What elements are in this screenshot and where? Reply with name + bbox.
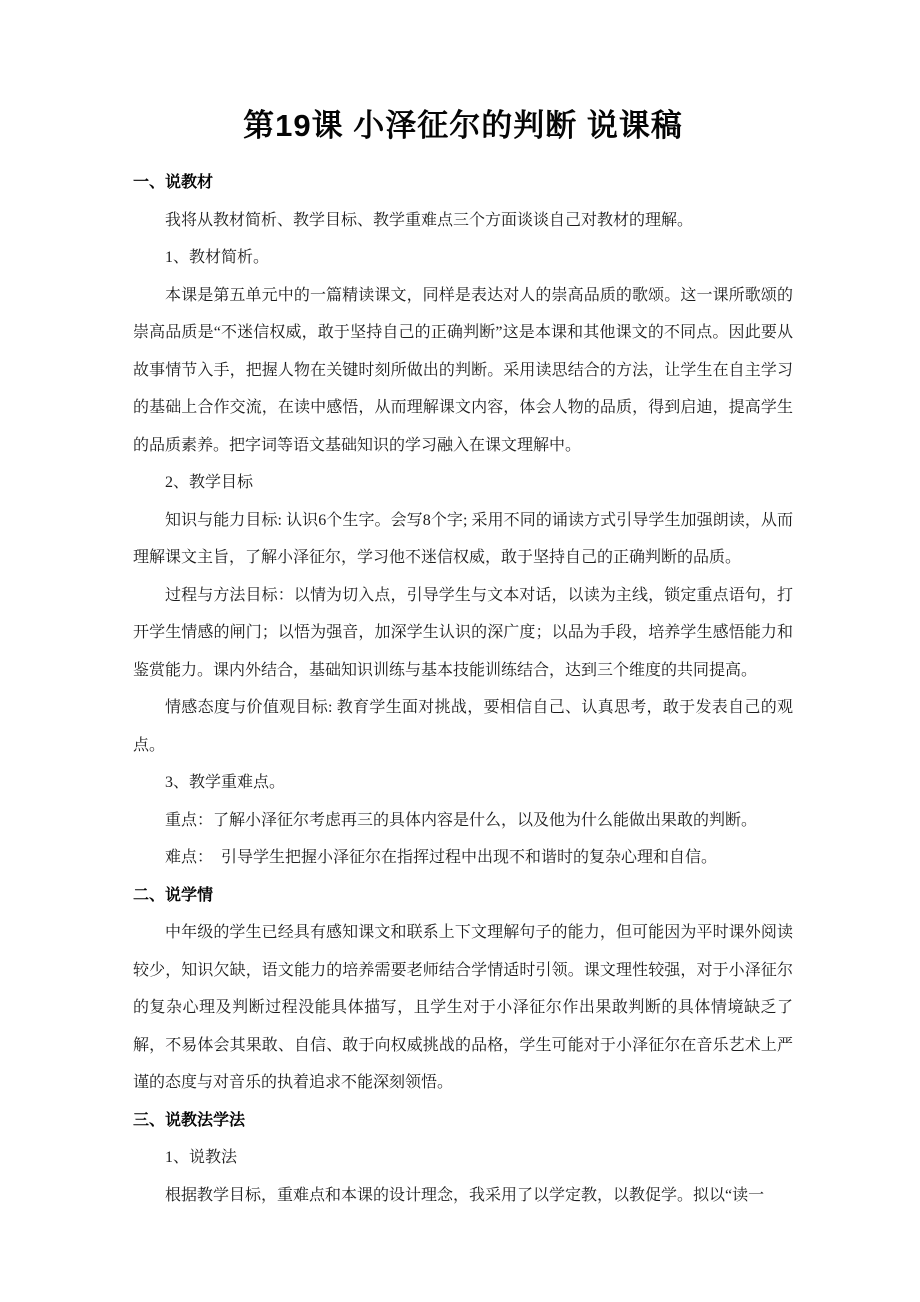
paragraph: 难点： 引导学生把握小泽征尔在指挥过程中出现不和谐时的复杂心理和自信。 [165,849,718,866]
section-heading: 一、说教材 [133,174,214,191]
paragraph: 本课是第五单元中的一篇精读课文，同样是表达对人的崇高品质的歌颂。这一课所歌颂的崇高品质是“不迷信权威，敢于坚持自己的正确判断”这是本课和其他课文的不同点。因此要从故事情节入手，把握人物在关键时刻所做出的判断。采用读思结合的方法，让学生在自主学习的基础上合作交流，在读中感悟，从而理解课文内容，体会人物的品质，得到启迪，提高学生的品质素养。把字词等语文基础知识的学习融入在课文理解中。 [133,286,793,454]
section-heading: 三、说教法学法 [133,1111,246,1129]
paragraph: 1、教材简析。 [165,249,270,266]
paragraph: 中年级的学生已经具有感知课文和联系上下文理解句子的能力，但可能因为平时课外阅读较少，知识欠缺，语文能力的培养需要老师结合学情适时引领。课文理性较强，对于小泽征尔的复杂心理及判断过程没能具体描写，且学生对于小泽征尔作出果敢判断的具体情境缺乏了解，不易体会其果敢、自信、敢于向权威挑战的品格，学生可能对于小泽征尔在音乐艺术上严谨的态度与对音乐的执着追求不能深刻领悟。 [133,924,793,1091]
paragraph: 3、教学重难点。 [165,774,286,791]
section-heading: 二、说学情 [133,886,214,904]
document-title: 第19课 小泽征尔的判断 说课稿 [243,108,683,143]
paragraph: 过程与方法目标：以情为切入点，引导学生与文本对话，以读为主线，锁定重点语句，打开学生情感的闸门；以悟为强音，加深学生认识的深广度；以品为手段，培养学生感悟能力和鉴赏能力。课内外结合，基础知识训练与基本技能训练结合，达到三个维度的共同提高。 [133,586,793,679]
paragraph: 1、说教法 [165,1149,238,1166]
paragraph: 根据教学目标，重难点和本课的设计理念，我采用了以学定教，以教促学。拟以“读一 [165,1186,765,1204]
document-body [133,164,793,1214]
paragraph: 重点：了解小泽征尔考虑再三的具体内容是什么，以及他为什么能做出果敢的判断。 [165,811,758,829]
paragraph: 情感态度与价值观目标: 教育学生面对挑战，要相信自己、认真思考，敢于发表自己的观点。 [133,699,793,754]
paragraph: 2、教学目标 [165,474,254,491]
paragraph: 我将从教材简析、教学目标、教学重难点三个方面谈谈自己对教材的理解。 [165,211,694,229]
paragraph: 知识与能力目标: 认识6个生字。会写8个字; 采用不同的诵读方式引导学生加强朗读，从而理解课文主旨，了解小泽征尔，学习他不迷信权威，敢于坚持自己的正确判断的品质。 [133,511,793,566]
